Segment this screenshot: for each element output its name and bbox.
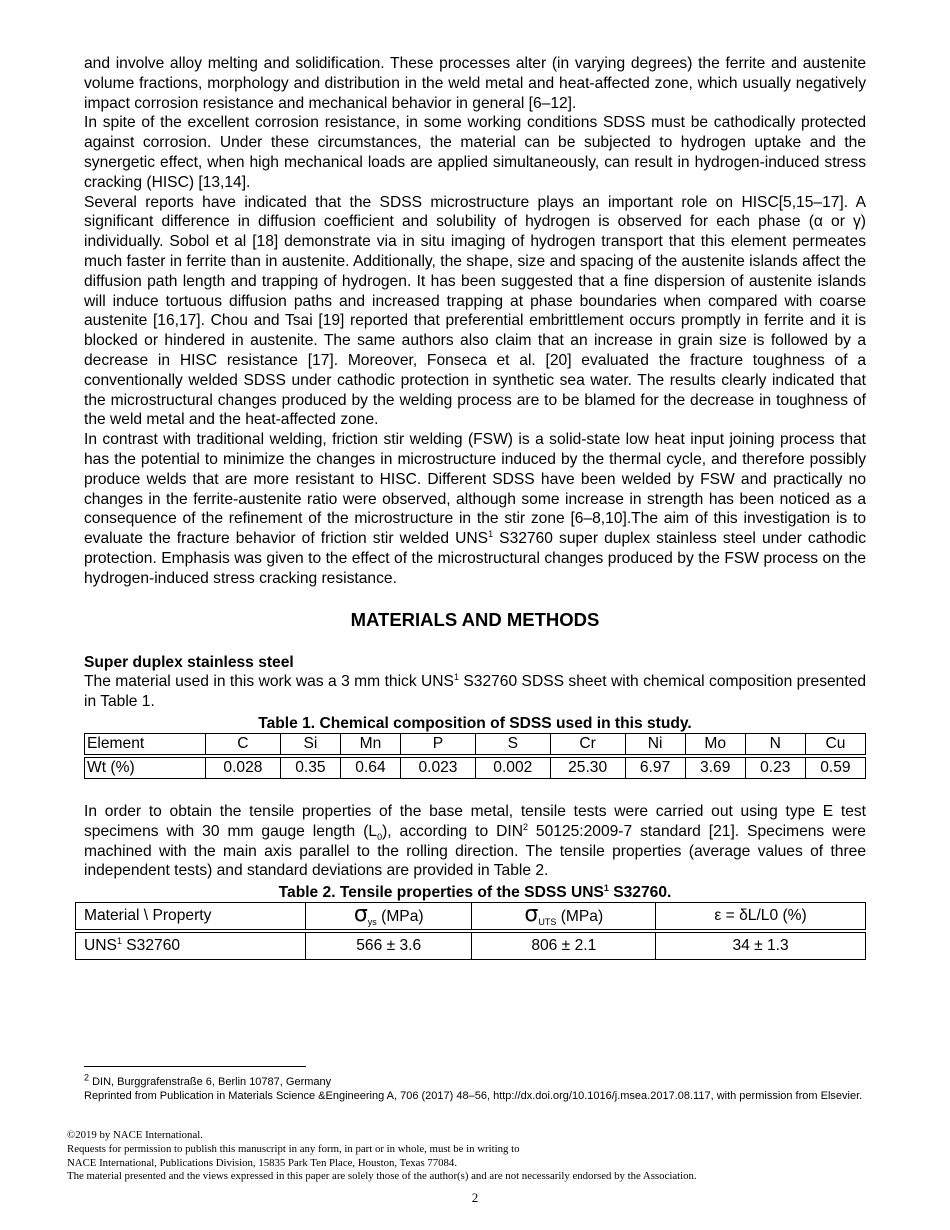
table1-cell: Wt (%)	[85, 756, 206, 779]
table2-cell-material: UNS$^1$ S32760	[76, 931, 306, 960]
table1-header-cell: Ni	[625, 733, 685, 756]
table1-cell: 0.23	[745, 756, 805, 779]
legal-line: NACE International, Publications Division, 15835 Park Ten Place, Houston, Texas 77084.	[67, 1156, 458, 1169]
table1-header-cell: P	[401, 733, 476, 756]
table1-header-cell: Si	[280, 733, 340, 756]
table1-header-row	[85, 733, 866, 756]
table1-data-row	[85, 756, 866, 779]
legal-line: Requests for permission to publish this manuscript in any form, in part or in whole, must be in writing to	[67, 1142, 520, 1155]
body-text	[84, 54, 866, 960]
table1-header-cell: Mo	[685, 733, 745, 756]
table2-cell-uts: 806 ± 2.1	[472, 931, 656, 960]
table1-header-cell: Cu	[805, 733, 865, 756]
table1-cell: 0.35	[280, 756, 340, 779]
table2	[75, 902, 866, 960]
table1-caption: Table 1. Chemical composition of SDSS used in this study.	[258, 714, 692, 732]
paragraph-1: and involve alloy melting and solidification. These processes alter (in varying degrees) the ferrite and austenite volume fractions, morphology and distribution in the weld metal and heat-affected zone, which usually negatively impact corrosion resistance and mechanical behavior in general [6–12].	[84, 55, 866, 112]
table2-header-yield: $\sigma_{ys}$ (MPa)	[306, 903, 472, 932]
table1-cell: 3.69	[685, 756, 745, 779]
table1-header-cell: N	[745, 733, 805, 756]
table2-header-uts: $\sigma_{UTS}$ (MPa)	[472, 903, 656, 932]
table2-cell-yield: 566 ± 3.6	[306, 931, 472, 960]
table1-header-cell: C	[206, 733, 281, 756]
paragraph-3: Several reports have indicated that the SDSS microstructure plays an important role on HISC[5,15–17]. A significant difference in diffusion coefficient and solubility of hydrogen is observed for each phase (α or γ) individually. Sobol et al [18] demonstrate via in situ imaging of hydrogen transport that this element permeates much faster in ferrite than in austenite. Additionally, the shape, size and spacing of the austenite islands affect the diffusion path length and trapping of hydrogen. It has been suggested that a fine dispersion of austenite islands will induce tortuous diffusion paths and increased trapping at phase boundaries when compared with coarse austenite [16,17]. Chou and Tsai [19] reported that preferential embrittlement occurs promptly in ferrite and it is blocked or hindered in austenite. The same authors also claim that an increase in grain size is followed by a decrease in HISC resistance [17]. Moreover, Fonseca et al. [20] evaluated the fracture toughness of a conventionally welded SDSS under cathodic protection in synthetic sea water. The results clearly indicated that the microstructural changes produced by the welding process are to be blamed for the decrease in toughness of the weld metal and the heat-affected zone.	[84, 193, 866, 429]
table1-cell: 0.59	[805, 756, 865, 779]
table2-header-property: Material \ Property	[76, 903, 306, 932]
table2-data-row	[76, 931, 866, 960]
table1-cell: 0.002	[475, 756, 550, 779]
page-number: 2	[471, 1190, 479, 1205]
footnote-reprint: Reprinted from Publication in Materials Science &Engineering A, 706 (2017) 48–56, http://dx.doi.org/10.1016/j.msea.2017.08.117, with permission from Elsevier.	[84, 1089, 863, 1102]
table1-cell: 25.30	[550, 756, 625, 779]
section-title: MATERIALS AND METHODS	[350, 608, 600, 630]
legal-line: ©2019 by NACE International.	[67, 1129, 203, 1141]
legal-notice	[67, 1129, 887, 1184]
footnote-din: $^2$ DIN, Burggrafenstraße 6, Berlin 10787, Germany	[84, 1072, 332, 1088]
tensile-paragraph: In order to obtain the tensile properties of the base metal, tensile tests were carried out using type E test specimens with 30 mm gauge length $(L_0)$, according to DIN$^2$ 50125:2009-7 standard [21]. Specimens were machined with the main axis parallel to the rolling direction. The tensile properties (average values of three independent tests) and standard deviations are provided in Table 2.	[84, 802, 866, 880]
table2-caption: Table 2. Tensile properties of the SDSS UNS$^1$ S32760.	[278, 882, 672, 902]
footnote-rule	[84, 1066, 306, 1067]
legal-line: The material presented and the views expressed in this paper are solely those of the author(s) and are not necessarily endorsed by the Association.	[67, 1170, 697, 1183]
table1-header-cell: S	[475, 733, 550, 756]
table1-cell: 0.028	[206, 756, 281, 779]
table1-cell: 0.023	[401, 756, 476, 779]
table1-cell: 6.97	[625, 756, 685, 779]
paragraph-2: In spite of the excellent corrosion resistance, in some working conditions SDSS must be cathodically protected against corrosion. Under these circumstances, the material can be subjected to hydrogen uptake and the synergetic effect, when high mechanical loads are applied simultaneously, can result in hydrogen-induced stress cracking (HISC) [13,14].	[84, 114, 866, 191]
table1-cell: 0.64	[340, 756, 400, 779]
table1	[84, 733, 866, 779]
table2-header-elongation: ε = δL/L0 (%)	[656, 903, 866, 932]
subsection-title: Super duplex stainless steel	[84, 653, 294, 671]
table1-header-cell: Mn	[340, 733, 400, 756]
paragraph-4: In contrast with traditional welding, friction stir welding (FSW) is a solid-state low heat input joining process that has the potential to minimize the changes in microstructure induced by the thermal cycle, and therefore possibly produce welds that are more resistant to HISC. Different SDSS have been welded by FSW and practically no changes in the ferrite-austenite ratio were observed, although some increase in strength has been noticed as a consequence of the refinement of the microstructure in the stir zone [6–8,10].The aim of this investigation is to evaluate the fracture behavior of friction stir welded UNS$^1$ S32760 super duplex stainless steel under cathodic protection. Emphasis was given to the effect of the microstructural changes produced by the FSW process on the hydrogen-induced stress cracking resistance.	[84, 431, 866, 587]
table1-header-cell: Cr	[550, 733, 625, 756]
material-paragraph: The material used in this work was a 3 mm thick UNS$^1$ S32760 SDSS sheet with chemical composition presented in Table 1.	[84, 672, 867, 711]
table1-header-cell: Element	[85, 733, 206, 756]
footnote	[84, 1072, 866, 1103]
table2-cell-elongation: 34 ± 1.3	[656, 931, 866, 960]
table2-header-row	[76, 903, 866, 932]
